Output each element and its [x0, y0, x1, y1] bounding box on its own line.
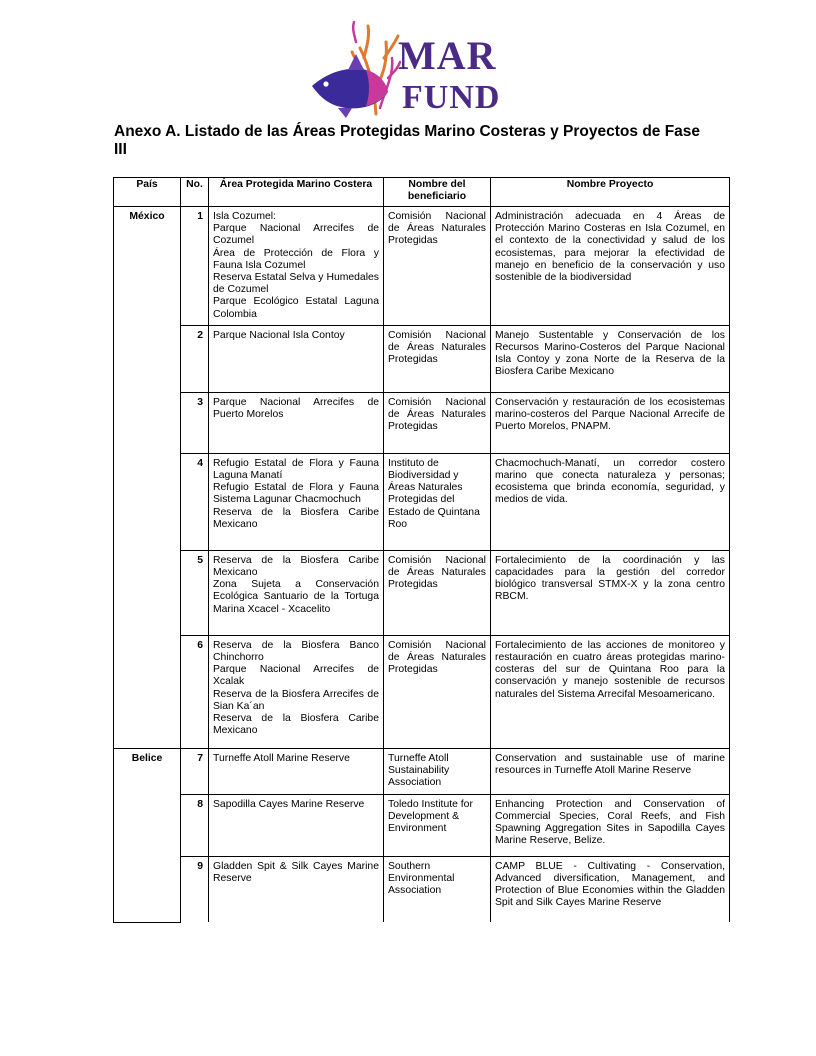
area-cell [209, 748, 384, 794]
protected-areas-table [113, 177, 730, 923]
beneficiary-cell: Comisión Nacional de Áreas Naturales Protegidas [384, 550, 491, 635]
row-number: 5 [181, 550, 209, 635]
country-cell [114, 207, 181, 749]
area-name: Parque Ecológico Estatal Laguna Colombia [213, 296, 379, 320]
beneficiary-cell: Comisión Nacional de Áreas Naturales Protegidas [384, 325, 491, 392]
row-number: 6 [181, 635, 209, 748]
country-name: México [129, 211, 165, 222]
table-row [114, 794, 730, 856]
row-number: 1 [181, 207, 209, 326]
area-name: Reserva de la Biosfera Caribe Mexicano [213, 506, 379, 530]
area-name: Parque Nacional Isla Contoy [213, 329, 345, 341]
area-name: Reserva Estatal Selva y Humedales de Cozumel [213, 272, 379, 296]
table-row [114, 856, 730, 922]
area-name: Zona Sujeta a Conservación Ecológica Santuario de la Tortuga Marina Xcacel - Xcacelito [213, 579, 379, 615]
table-row [114, 392, 730, 453]
project-cell: Chacmochuch-Manatí, un corredor costero marino que conecta naturaleza y personas; ecosistema que brinda economía, seguridad, y medios de vida. [491, 453, 730, 550]
project-cell: Manejo Sustentable y Conservación de los Recursos Marino-Costeros del Parque Nacional Isla Contoy y zona Norte de la Reserva de la Biosfera Caribe Mexicano [491, 325, 730, 392]
row-number: 2 [181, 325, 209, 392]
project-cell: Conservation and sustainable use of marine resources in Turneffe Atoll Marine Reserve [491, 748, 730, 794]
header-beneficiary: Nombre del beneficiario [384, 178, 491, 207]
header-country: País [114, 178, 181, 207]
logo-line-1: MAR [398, 33, 497, 78]
country-name: Belice [131, 752, 163, 764]
table-row [114, 207, 730, 326]
area-cell [209, 325, 384, 392]
area-cell [209, 635, 384, 748]
area-cell [209, 392, 384, 453]
beneficiary-cell: Instituto de Biodiversidad y Áreas Naturales Protegidas del Estado de Quintana Roo [384, 453, 491, 550]
area-cell [209, 794, 384, 856]
area-name: Parque Nacional Arrecifes de Puerto Morelos [213, 396, 379, 421]
logo-wordmark [392, 33, 512, 120]
area-name: Parque Nacional Arrecifes de Xcalak [213, 664, 379, 688]
row-number: 9 [181, 856, 209, 922]
document-title: Anexo A. Listado de las Áreas Protegidas Marino Costeras y Proyectos de Fase III [114, 123, 701, 158]
project-cell: Fortalecimiento de la coordinación y las capacidades para la gestión del corredor biológico transversal STMX-X y la zona centro RBCM. [491, 550, 730, 635]
row-number: 7 [181, 748, 209, 794]
area-cell [209, 453, 384, 550]
row-number: 4 [181, 453, 209, 550]
header-area: Área Protegida Marino Costera [209, 178, 384, 207]
project-cell: Fortalecimiento de las acciones de monitoreo y restauración en cuatro áreas protegidas marino-costeras del sur de Quintana Roo para la conservación y manejo sostenible de recursos naturales del Sistema Arrecifal Mesoamericano. [491, 635, 730, 748]
area-name: Gladden Spit & Silk Cayes Marine Reserve [213, 860, 379, 885]
area-name: Reserva de la Biosfera Caribe Mexicano [213, 554, 379, 579]
area-name: Reserva de la Biosfera Arrecifes de Sian Ka´an [213, 688, 379, 712]
header-number: No. [181, 178, 209, 207]
logo-line-2: FUND [402, 79, 501, 116]
area-name: Reserva de la Biosfera Caribe Mexicano [213, 713, 379, 737]
area-name: Reserva de la Biosfera Banco Chinchorro [213, 639, 379, 664]
area-name: Refugio Estatal de Flora y Fauna Sistema Lagunar Chacmochuch [213, 482, 379, 506]
country-cell [114, 748, 181, 922]
table-row [114, 453, 730, 550]
table-row [114, 550, 730, 635]
project-cell: Enhancing Protection and Conservation of Commercial Species, Coral Reefs, and Fish Spawning Aggregation Sites in Sapodilla Cayes Marine Reserve, Belize. [491, 794, 730, 856]
table-header-row [114, 178, 730, 207]
table-row [114, 748, 730, 794]
project-cell: Conservación y restauración de los ecosistemas marino-costeros del Parque Nacional Arrecife de Puerto Morelos, PNAPM. [491, 392, 730, 453]
area-cell [209, 207, 384, 326]
area-name: Sapodilla Cayes Marine Reserve [213, 798, 365, 810]
beneficiary-cell: Southern Environmental Association [384, 856, 491, 922]
marfund-logo [308, 18, 508, 122]
row-number: 3 [181, 392, 209, 453]
beneficiary-cell: Comisión Nacional de Áreas Naturales Protegidas [384, 392, 491, 453]
beneficiary-cell: Toledo Institute for Development & Environment [384, 794, 491, 856]
project-cell: CAMP BLUE - Cultivating - Conservation, Advanced diversification, Management, and Protection of Blue Economies within the Gladden Spit and Silk Cayes Marine Reserve [491, 856, 730, 922]
area-name: Refugio Estatal de Flora y Fauna Laguna Manatí [213, 457, 379, 482]
area-name: Parque Nacional Arrecifes de Cozumel [213, 223, 379, 247]
beneficiary-cell: Comisión Nacional de Áreas Naturales Protegidas [384, 635, 491, 748]
area-name: Área de Protección de Flora y Fauna Isla Cozumel [213, 247, 379, 271]
area-name: Isla Cozumel: [213, 211, 276, 222]
area-cell [209, 856, 384, 922]
beneficiary-cell: Turneffe Atoll Sustainability Association [384, 748, 491, 794]
beneficiary-cell: Comisión Nacional de Áreas Naturales Protegidas [384, 207, 491, 326]
header-project: Nombre Proyecto [491, 178, 730, 207]
table-row [114, 635, 730, 748]
area-cell [209, 550, 384, 635]
project-cell: Administración adecuada en 4 Áreas de Protección Marino Costeras en Isla Cozumel, en el contexto de la conectividad y salud de los ecosistemas, para mejorar la efectividad de manejo en beneficio de la conservación y uso sostenible de la biodiversidad [491, 207, 730, 326]
table-row [114, 325, 730, 392]
row-number: 8 [181, 794, 209, 856]
area-name: Turneffe Atoll Marine Reserve [213, 752, 350, 764]
